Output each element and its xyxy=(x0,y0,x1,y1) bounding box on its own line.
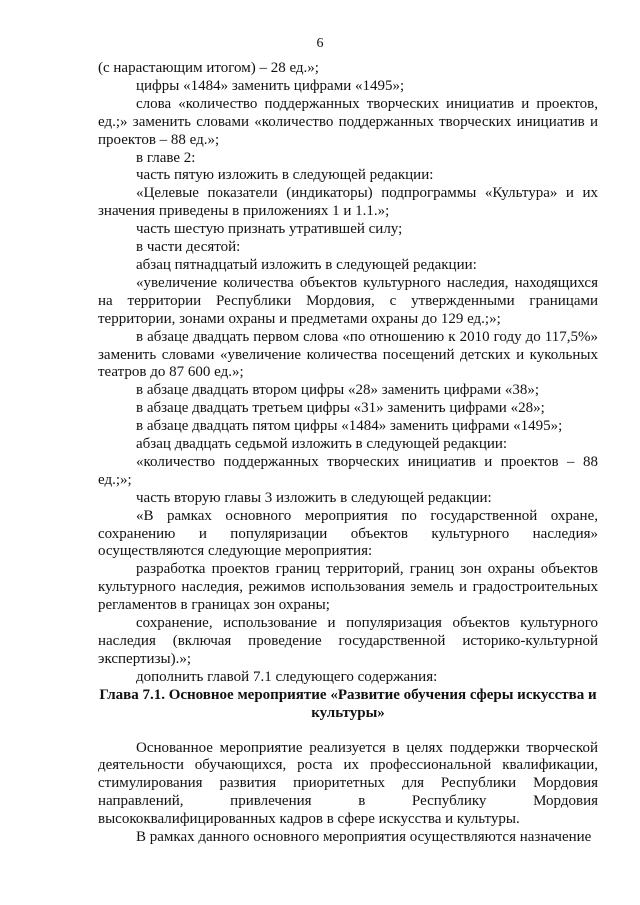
paragraph: «увеличение количества объектов культурного наследия, находящихся на территории Республики Мордовия, с утвержденными границами территории, зонами охраны и предметами охраны до 129 ед.;»; xyxy=(98,274,598,327)
paragraph: «В рамках основного мероприятия по государственной охране, сохранению и популяризации объектов культурного наследия» осуществляются следующие мероприятия: xyxy=(98,507,598,560)
paragraph: часть шестую признать утратившей силу; xyxy=(136,221,403,238)
paragraph: в абзаце двадцать первом слова «по отношению к 2010 году до 117,5%» заменить словами «увеличение количества посещений детских и кукольных театров до 87 600 ед.»; xyxy=(98,328,598,381)
paragraph: «Целевые показатели (индикаторы) подпрограммы «Культура» и их значения приведены в приложениях 1 и 1.1.»; xyxy=(98,185,598,220)
paragraph: дополнить главой 7.1 следующего содержания: xyxy=(136,668,438,685)
paragraph: Основанное мероприятие реализуется в целях поддержки творческой деятельности обучающихся, роста их профессиональной квалификации, стимулирования развития приоритетных для Республики Мордовия направлений, привлечения в Республику Мордовия высококвалифицированных кадров в сфере искусства и культуры. xyxy=(98,739,598,828)
paragraph: в абзаце двадцать пятом цифры «1484» заменить цифрами «1495»; xyxy=(136,418,563,435)
paragraph: «количество поддержанных творческих инициатив и проектов – 88 ед.;»; xyxy=(98,453,598,488)
page-number: 6 xyxy=(316,36,324,51)
paragraph: абзац двадцать седьмой изложить в следующей редакции: xyxy=(136,436,508,453)
chapter-heading: Глава 7.1. Основное мероприятие «Развитие обучения сферы искусства и культуры» xyxy=(99,686,597,721)
paragraph: разработка проектов границ территорий, границ зон охраны объектов культурного наследия, режимов использования земель и градостроительных регламентов в границах зон охраны; xyxy=(98,561,598,614)
paragraph: слова «количество поддержанных творческих инициатив и проектов, ед.;» заменить словами «количество поддержанных творческих инициатив и проектов – 88 ед.»; xyxy=(98,95,598,148)
paragraph: (с нарастающим итогом) – 28 ед.»; xyxy=(98,60,319,76)
spacer xyxy=(98,723,598,740)
paragraph: В рамках данного основного мероприятия осуществляются назначение xyxy=(136,829,592,846)
paragraph: часть вторую главы 3 изложить в следующей редакции: xyxy=(136,489,492,506)
paragraph: в части десятой: xyxy=(136,239,241,256)
paragraph: в абзаце двадцать втором цифры «28» заменить цифрами «38»; xyxy=(136,382,540,399)
paragraph: в главе 2: xyxy=(136,149,196,166)
paragraph: в абзаце двадцать третьем цифры «31» заменить цифрами «28»; xyxy=(136,400,545,417)
paragraph: абзац пятнадцатый изложить в следующей редакции: xyxy=(136,256,477,273)
paragraph: часть пятую изложить в следующей редакции: xyxy=(136,167,434,184)
paragraph: сохранение, использование и популяризация объектов культурного наследия (включая проведение государственной историко-культурной экспертизы).»; xyxy=(98,615,598,667)
document-body xyxy=(98,60,598,847)
paragraph: цифры «1484» заменить цифрами «1495»; xyxy=(136,77,405,94)
